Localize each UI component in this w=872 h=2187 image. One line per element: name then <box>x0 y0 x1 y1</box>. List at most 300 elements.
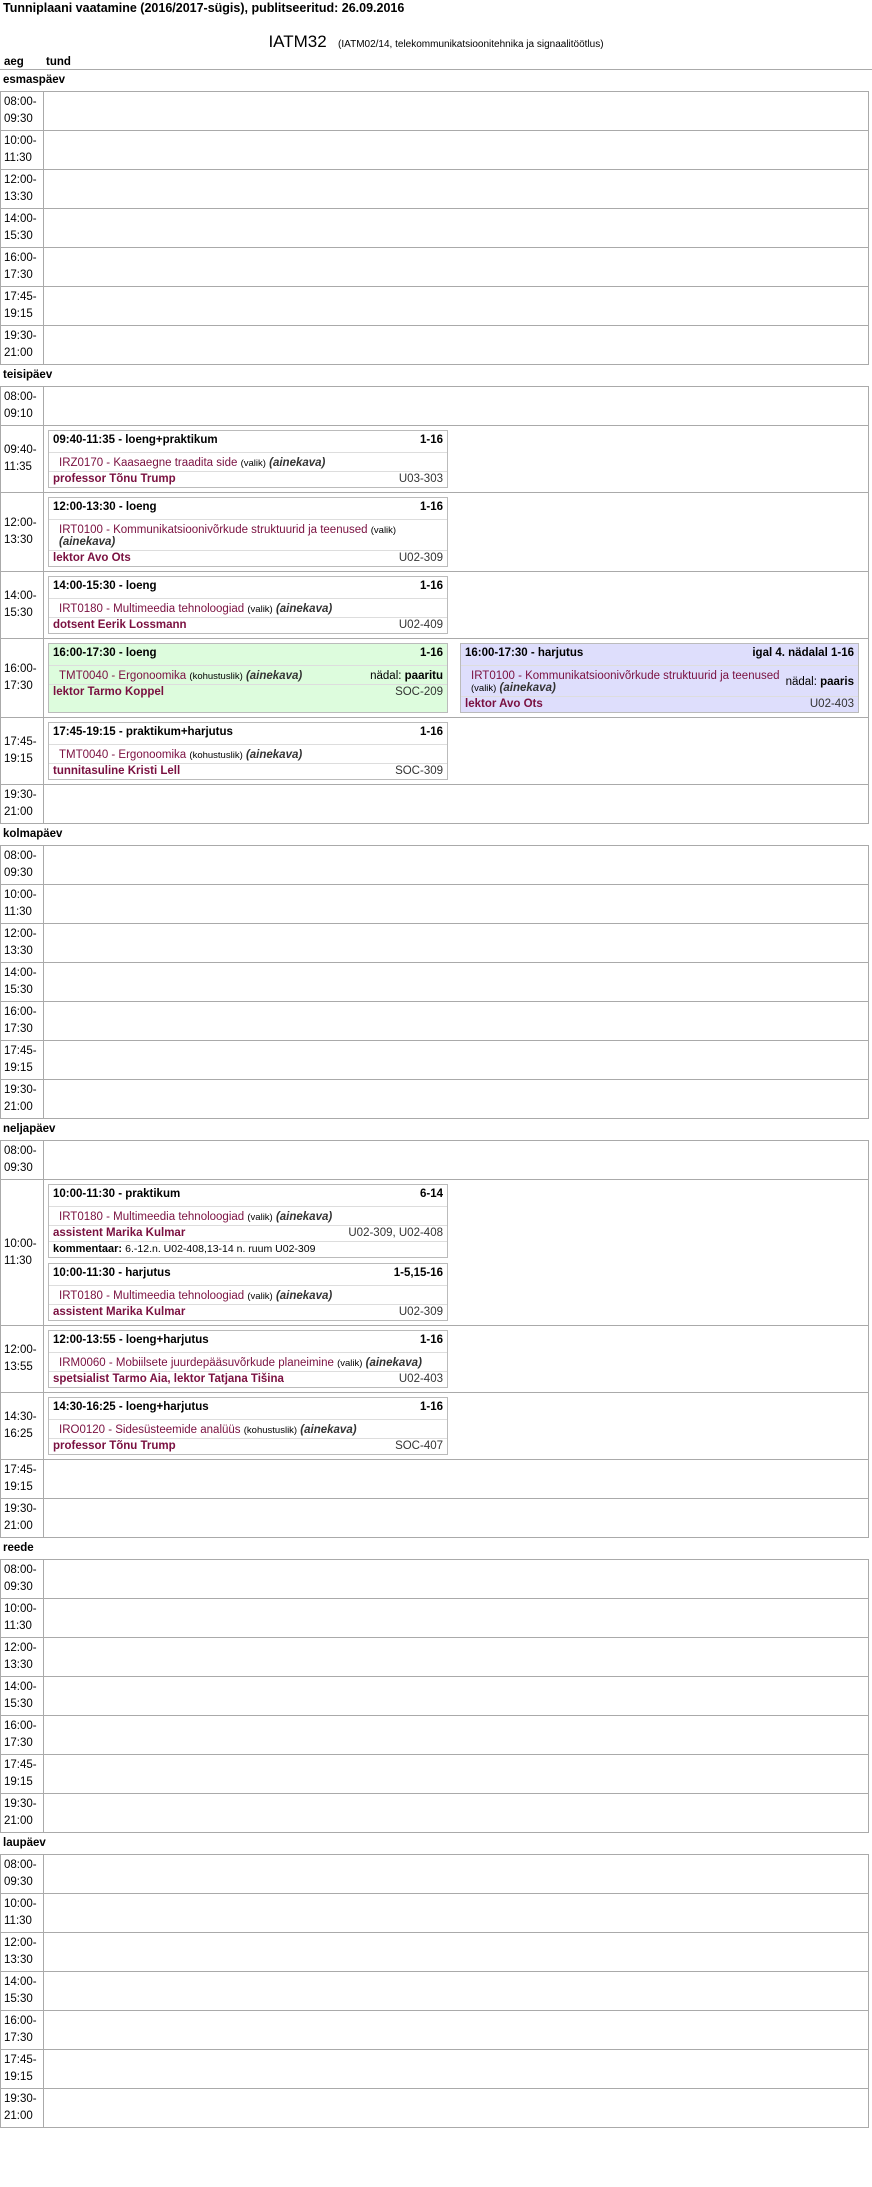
week-parity-value: paaris <box>820 676 854 688</box>
time-range: 17:45- 19:15 <box>4 291 37 320</box>
time-range: 19:30- 21:00 <box>4 1503 37 1532</box>
lesson-card[interactable] <box>48 576 448 634</box>
time-cell <box>1 718 44 784</box>
time-row <box>1 92 868 131</box>
lesson-weeks: 1-16 <box>419 501 443 513</box>
time-row <box>1 1180 868 1326</box>
teacher-link[interactable]: lektor Avo Ots <box>53 552 131 564</box>
time-cell <box>1 1326 44 1392</box>
lesson-cell <box>44 1180 868 1325</box>
time-cell <box>1 1972 44 2010</box>
time-row <box>1 1933 868 1972</box>
time-cell <box>1 1794 44 1832</box>
lesson-cell <box>44 1638 868 1676</box>
lesson-time-type: 09:40-11:35 - loeng+praktikum <box>53 434 218 446</box>
group-title <box>0 32 872 54</box>
time-row <box>1 846 868 885</box>
subject-wrap <box>471 670 786 694</box>
lesson-footer <box>49 764 447 779</box>
time-cell <box>1 131 44 169</box>
time-cell <box>1 2089 44 2127</box>
teacher-link[interactable]: spetsialist Tarmo Aia, lektor Tatjana Tišina <box>53 1373 284 1385</box>
day-label: laupäev <box>3 1837 46 1849</box>
time-row <box>1 924 868 963</box>
slot-line <box>48 1184 864 1258</box>
lesson-header <box>49 1331 447 1353</box>
time-row <box>1 248 868 287</box>
comment-text: 6.-12.n. U02-408,13-14 n. ruum U02-309 <box>125 1243 316 1255</box>
time-range: 19:30- 21:00 <box>4 1798 37 1827</box>
lesson-time-type: 16:00-17:30 - harjutus <box>465 647 584 659</box>
subject-kind: (valik) <box>240 458 266 469</box>
slot-line <box>48 1330 864 1388</box>
lesson-cell <box>44 1894 868 1932</box>
lesson-comment <box>49 1241 447 1257</box>
lesson-card[interactable] <box>48 1184 448 1258</box>
time-cell <box>1 387 44 425</box>
time-row <box>1 493 868 572</box>
time-cell <box>1 209 44 247</box>
lesson-footer <box>49 472 447 487</box>
time-range: 16:00- 17:30 <box>4 663 37 692</box>
day-label: kolmapäev <box>3 828 63 840</box>
lesson-subject-row <box>49 1207 447 1226</box>
ainekava-link[interactable]: (ainekava) <box>275 1211 333 1223</box>
time-range: 10:00- 11:30 <box>4 135 37 164</box>
lesson-footer <box>49 551 447 566</box>
time-range: 14:00- 15:30 <box>4 967 37 996</box>
time-row <box>1 326 868 364</box>
time-range: 19:30- 21:00 <box>4 789 37 818</box>
time-range: 09:40- 11:35 <box>4 444 37 473</box>
teacher-link[interactable]: tunnitasuline Kristi Lell <box>53 765 181 777</box>
lesson-header <box>49 1264 447 1286</box>
time-row <box>1 209 868 248</box>
time-cell <box>1 1894 44 1932</box>
lesson-card[interactable] <box>48 497 448 567</box>
time-row <box>1 131 868 170</box>
lesson-cell <box>44 2011 868 2049</box>
lesson-cell <box>44 2089 868 2127</box>
lesson-cell <box>44 924 868 962</box>
slot-line <box>48 497 864 567</box>
lesson-cell <box>44 718 868 784</box>
column-headers <box>0 54 872 70</box>
lesson-card[interactable] <box>48 722 448 780</box>
ainekava-link[interactable]: (ainekava) <box>275 603 333 615</box>
lesson-card[interactable] <box>48 643 448 713</box>
ainekava-link[interactable]: (ainekava) <box>269 457 326 469</box>
time-cell <box>1 924 44 962</box>
subject-kind: (valik) <box>471 683 497 694</box>
lesson-card[interactable] <box>48 1263 448 1321</box>
time-row <box>1 885 868 924</box>
time-cell <box>1 326 44 364</box>
lesson-subject-row <box>49 1420 447 1439</box>
subject-wrap <box>59 1424 357 1436</box>
time-range: 17:45- 19:15 <box>4 1464 37 1493</box>
time-range: 14:00- 15:30 <box>4 590 37 619</box>
lesson-footer <box>49 1305 447 1320</box>
room-label: SOC-407 <box>395 1440 443 1452</box>
day-table <box>0 91 869 365</box>
lesson-weeks: 1-16 <box>419 1334 443 1346</box>
time-row <box>1 1560 868 1599</box>
teacher-link[interactable]: lektor Tarmo Koppel <box>53 686 164 698</box>
group-description: (IATM02/14, telekommunikatsioonitehnika ja signaalitöötlus) <box>338 39 604 50</box>
subject-wrap <box>59 1357 422 1369</box>
lesson-cell <box>44 1499 868 1537</box>
lesson-subject-row <box>49 520 447 551</box>
lesson-footer <box>49 1372 447 1387</box>
time-range: 12:00- 13:55 <box>4 1344 37 1373</box>
lesson-cell <box>44 1141 868 1179</box>
time-row <box>1 1894 868 1933</box>
time-range: 12:00- 13:30 <box>4 928 37 957</box>
lesson-subject-row <box>49 1286 447 1305</box>
time-row <box>1 572 868 639</box>
lesson-subject-row <box>49 599 447 618</box>
group-code: IATM32 <box>268 32 327 51</box>
time-range: 16:00- 17:30 <box>4 1720 37 1749</box>
time-cell <box>1 287 44 325</box>
column-header-lesson: tund <box>46 56 71 68</box>
time-range: 17:45- 19:15 <box>4 736 37 765</box>
lesson-cell <box>44 1855 868 1893</box>
time-cell <box>1 1141 44 1179</box>
lesson-cell <box>44 326 868 364</box>
time-cell <box>1 426 44 492</box>
week-parity <box>786 676 854 688</box>
time-range: 08:00- 09:30 <box>4 96 37 125</box>
subject-link[interactable]: IRO0120 - Sidesüsteemide analüüs <box>59 1424 241 1436</box>
lesson-header <box>461 644 858 666</box>
lesson-header <box>49 644 447 666</box>
time-row <box>1 1855 868 1894</box>
time-row <box>1 1002 868 1041</box>
time-cell <box>1 572 44 638</box>
subject-wrap <box>59 457 325 469</box>
lesson-cell <box>44 785 868 823</box>
time-row <box>1 1080 868 1118</box>
time-cell <box>1 885 44 923</box>
time-row <box>1 2011 868 2050</box>
time-row <box>1 963 868 1002</box>
time-range: 16:00- 17:30 <box>4 2015 37 2044</box>
time-cell <box>1 1393 44 1459</box>
subject-link[interactable]: IRT0180 - Multimeedia tehnoloogiad <box>59 603 245 615</box>
time-row <box>1 718 868 785</box>
week-parity-label: nädal: <box>785 676 821 688</box>
lesson-weeks: igal 4. nädalal 1-16 <box>752 647 854 659</box>
lesson-cell <box>44 170 868 208</box>
subject-link[interactable]: IRT0180 - Multimeedia tehnoloogiad <box>59 1211 245 1223</box>
time-cell <box>1 493 44 571</box>
lesson-weeks: 1-16 <box>419 647 443 659</box>
lesson-card[interactable] <box>48 1397 448 1455</box>
lesson-footer <box>461 697 858 712</box>
time-cell <box>1 1855 44 1893</box>
lesson-cell <box>44 287 868 325</box>
lesson-subject-row <box>49 745 447 764</box>
lesson-card[interactable] <box>48 1330 448 1388</box>
comment-label: kommentaar: <box>53 1243 126 1255</box>
time-row <box>1 1041 868 1080</box>
time-cell <box>1 1933 44 1971</box>
lesson-card[interactable] <box>460 643 859 713</box>
ainekava-link[interactable]: (ainekava) <box>245 670 303 682</box>
subject-kind: (kohustuslik) <box>189 671 243 682</box>
subject-kind: (valik) <box>247 1291 273 1302</box>
time-row <box>1 170 868 209</box>
time-row <box>1 426 868 493</box>
day-label: reede <box>3 1542 34 1554</box>
lesson-weeks: 1-16 <box>419 1401 443 1413</box>
lesson-weeks: 6-14 <box>419 1188 443 1200</box>
time-cell <box>1 2011 44 2049</box>
teacher-link[interactable]: professor Tõnu Trump <box>53 473 176 485</box>
subject-link[interactable]: IRZ0170 - Kaasaegne traadita side <box>59 457 238 469</box>
subject-wrap <box>59 1211 332 1223</box>
room-label: U03-303 <box>398 473 443 485</box>
teacher-link[interactable]: dotsent Eerik Lossmann <box>53 619 187 631</box>
subject-wrap <box>59 670 302 682</box>
time-cell <box>1 1755 44 1793</box>
lesson-cell <box>44 885 868 923</box>
time-cell <box>1 785 44 823</box>
lesson-cell <box>44 493 868 571</box>
time-cell <box>1 248 44 286</box>
subject-kind: (valik) <box>247 604 273 615</box>
time-row <box>1 1393 868 1460</box>
slot-line <box>48 1397 864 1455</box>
lesson-cell <box>44 1326 868 1392</box>
time-range: 16:00- 17:30 <box>4 1006 37 1035</box>
teacher-link[interactable]: lektor Avo Ots <box>465 698 543 710</box>
time-range: 08:00- 09:10 <box>4 391 37 420</box>
subject-kind: (kohustuslik) <box>189 750 243 761</box>
time-range: 17:45- 19:15 <box>4 1759 37 1788</box>
lesson-footer <box>49 1226 447 1241</box>
teacher-link[interactable]: professor Tõnu Trump <box>53 1440 176 1452</box>
lesson-time-type: 14:30-16:25 - loeng+harjutus <box>53 1401 209 1413</box>
time-range: 16:00- 17:30 <box>4 252 37 281</box>
lesson-weeks: 1-16 <box>419 434 443 446</box>
lesson-cell <box>44 1972 868 2010</box>
subject-wrap <box>59 749 302 761</box>
time-row <box>1 1599 868 1638</box>
time-row <box>1 2089 868 2127</box>
lesson-time-type: 16:00-17:30 - loeng <box>53 647 157 659</box>
lesson-time-type: 12:00-13:55 - loeng+harjutus <box>53 1334 209 1346</box>
time-row <box>1 639 868 718</box>
time-row <box>1 1677 868 1716</box>
time-cell <box>1 2050 44 2088</box>
slot-line <box>48 643 864 713</box>
lesson-cell <box>44 209 868 247</box>
lesson-cell <box>44 248 868 286</box>
time-cell <box>1 1460 44 1498</box>
time-range: 12:00- 13:30 <box>4 1937 37 1966</box>
lesson-header <box>49 1185 447 1207</box>
time-range: 14:00- 15:30 <box>4 1976 37 2005</box>
day-label: esmaspäev <box>3 74 66 86</box>
day-label: teisipäev <box>3 369 53 381</box>
room-label: SOC-209 <box>395 686 443 698</box>
lesson-header <box>49 1398 447 1420</box>
time-range: 10:00- 11:30 <box>4 889 37 918</box>
time-row <box>1 1755 868 1794</box>
time-row <box>1 2050 868 2089</box>
time-cell <box>1 1677 44 1715</box>
time-cell <box>1 1002 44 1040</box>
page-header: Tunniplaani vaatamine (2016/2017-sügis), publitseeritud: 26.09.2016 <box>3 1 405 15</box>
lesson-header <box>49 498 447 520</box>
lesson-cell <box>44 387 868 425</box>
time-row <box>1 785 868 823</box>
subject-link[interactable]: IRT0100 - Kommunikatsioonivõrkude struktuurid ja teenused <box>59 524 368 536</box>
time-range: 08:00- 09:30 <box>4 850 37 879</box>
ainekava-link[interactable]: (ainekava) <box>365 1357 422 1369</box>
lesson-cell <box>44 1755 868 1793</box>
lesson-cell <box>44 1393 868 1459</box>
room-label: SOC-309 <box>395 765 443 777</box>
time-range: 19:30- 21:00 <box>4 2093 37 2122</box>
lesson-footer <box>49 1439 447 1454</box>
week-parity-value: paaritu <box>404 670 443 682</box>
day-table <box>0 1854 869 2128</box>
time-cell <box>1 1560 44 1598</box>
time-row <box>1 1716 868 1755</box>
day-table <box>0 386 869 824</box>
lesson-subject-row <box>49 666 447 685</box>
lesson-weeks: 1-16 <box>419 726 443 738</box>
subject-kind: (kohustuslik) <box>243 1425 298 1436</box>
lesson-time-type: 17:45-19:15 - praktikum+harjutus <box>53 726 233 738</box>
lesson-cell <box>44 1677 868 1715</box>
ainekava-link[interactable]: (ainekava) <box>59 536 116 548</box>
lesson-cell <box>44 1002 868 1040</box>
time-row <box>1 1638 868 1677</box>
lesson-cell <box>44 1460 868 1498</box>
lesson-cell <box>44 963 868 1001</box>
ainekava-link[interactable]: (ainekava) <box>300 1424 357 1436</box>
time-cell <box>1 1080 44 1118</box>
subject-link[interactable]: IRT0100 - Kommunikatsioonivõrkude struktuurid ja teenused <box>471 670 780 682</box>
day-label: neljapäev <box>3 1123 56 1135</box>
lesson-weeks: 1-5,15-16 <box>393 1267 443 1279</box>
subject-link[interactable]: IRT0180 - Multimeedia tehnoloogiad <box>59 1290 245 1302</box>
time-cell <box>1 639 44 717</box>
subject-link[interactable]: TMT0040 - Ergonoomika <box>59 749 187 761</box>
subject-link[interactable]: IRM0060 - Mobiilsete juurdepääsuvõrkude planeimine <box>59 1357 334 1369</box>
slot-line <box>48 576 864 634</box>
lesson-subject-row <box>49 1353 447 1372</box>
lesson-time-type: 10:00-11:30 - harjutus <box>53 1267 171 1279</box>
time-range: 10:00- 11:30 <box>4 1237 37 1267</box>
lesson-time-type: 14:00-15:30 - loeng <box>53 580 157 592</box>
time-range: 12:00- 13:30 <box>4 174 37 203</box>
time-range: 12:00- 13:30 <box>4 1642 37 1671</box>
time-cell <box>1 846 44 884</box>
subject-wrap <box>59 603 332 615</box>
ainekava-link[interactable]: (ainekava) <box>499 682 556 694</box>
time-cell <box>1 1638 44 1676</box>
time-row <box>1 1499 868 1537</box>
lesson-header <box>49 431 447 453</box>
teacher-link[interactable]: assistent Marika Kulmar <box>53 1227 186 1239</box>
room-label: U02-403 <box>398 1373 443 1385</box>
teacher-link[interactable]: assistent Marika Kulmar <box>53 1306 186 1318</box>
time-range: 19:30- 21:00 <box>4 1084 37 1113</box>
subject-kind: (valik) <box>370 525 397 536</box>
lesson-cell <box>44 92 868 130</box>
lesson-card[interactable] <box>48 430 448 488</box>
subject-wrap <box>59 524 443 548</box>
subject-link[interactable]: TMT0040 - Ergonoomika <box>59 670 187 682</box>
time-cell <box>1 92 44 130</box>
lesson-cell <box>44 639 868 717</box>
subject-kind: (valik) <box>247 1212 273 1223</box>
time-row <box>1 287 868 326</box>
time-row <box>1 1141 868 1180</box>
schedule <box>0 70 872 2128</box>
time-range: 10:00- 11:30 <box>4 1898 37 1927</box>
subject-wrap <box>59 1290 332 1302</box>
time-row <box>1 1460 868 1499</box>
time-cell <box>1 1499 44 1537</box>
time-range: 14:00- 15:30 <box>4 213 37 242</box>
room-label: U02-309 <box>398 1306 443 1318</box>
time-range: 08:00- 09:30 <box>4 1859 37 1888</box>
lesson-cell <box>44 1794 868 1832</box>
ainekava-link[interactable]: (ainekava) <box>245 749 303 761</box>
lesson-subject-row <box>49 453 447 472</box>
time-range: 17:45- 19:15 <box>4 1045 37 1074</box>
room-label: U02-309 <box>398 552 443 564</box>
week-parity-label: nädal: <box>370 670 405 682</box>
lesson-footer <box>49 618 447 633</box>
time-range: 08:00- 09:30 <box>4 1564 37 1593</box>
lesson-header <box>49 577 447 599</box>
room-label: U02-403 <box>809 698 854 710</box>
ainekava-link[interactable]: (ainekava) <box>275 1290 333 1302</box>
lesson-weeks: 1-16 <box>419 580 443 592</box>
lesson-cell <box>44 2050 868 2088</box>
column-header-time: aeg <box>4 56 24 68</box>
subject-kind: (valik) <box>337 1358 363 1369</box>
room-label: U02-309, U02-408 <box>348 1227 443 1239</box>
time-cell <box>1 1716 44 1754</box>
lesson-cell <box>44 846 868 884</box>
time-range: 14:30- 16:25 <box>4 1411 37 1440</box>
time-range: 17:45- 19:15 <box>4 2054 37 2083</box>
room-label: U02-409 <box>398 619 443 631</box>
lesson-header <box>49 723 447 745</box>
time-cell <box>1 1041 44 1079</box>
time-range: 08:00- 09:30 <box>4 1145 37 1174</box>
time-row <box>1 1326 868 1393</box>
time-range: 10:00- 11:30 <box>4 1603 37 1632</box>
time-row <box>1 387 868 426</box>
week-parity <box>370 670 443 682</box>
slot-line <box>48 722 864 780</box>
day-table <box>0 1559 869 1833</box>
time-range: 19:30- 21:00 <box>4 330 37 359</box>
time-cell <box>1 963 44 1001</box>
lesson-cell <box>44 1041 868 1079</box>
day-table <box>0 845 869 1119</box>
